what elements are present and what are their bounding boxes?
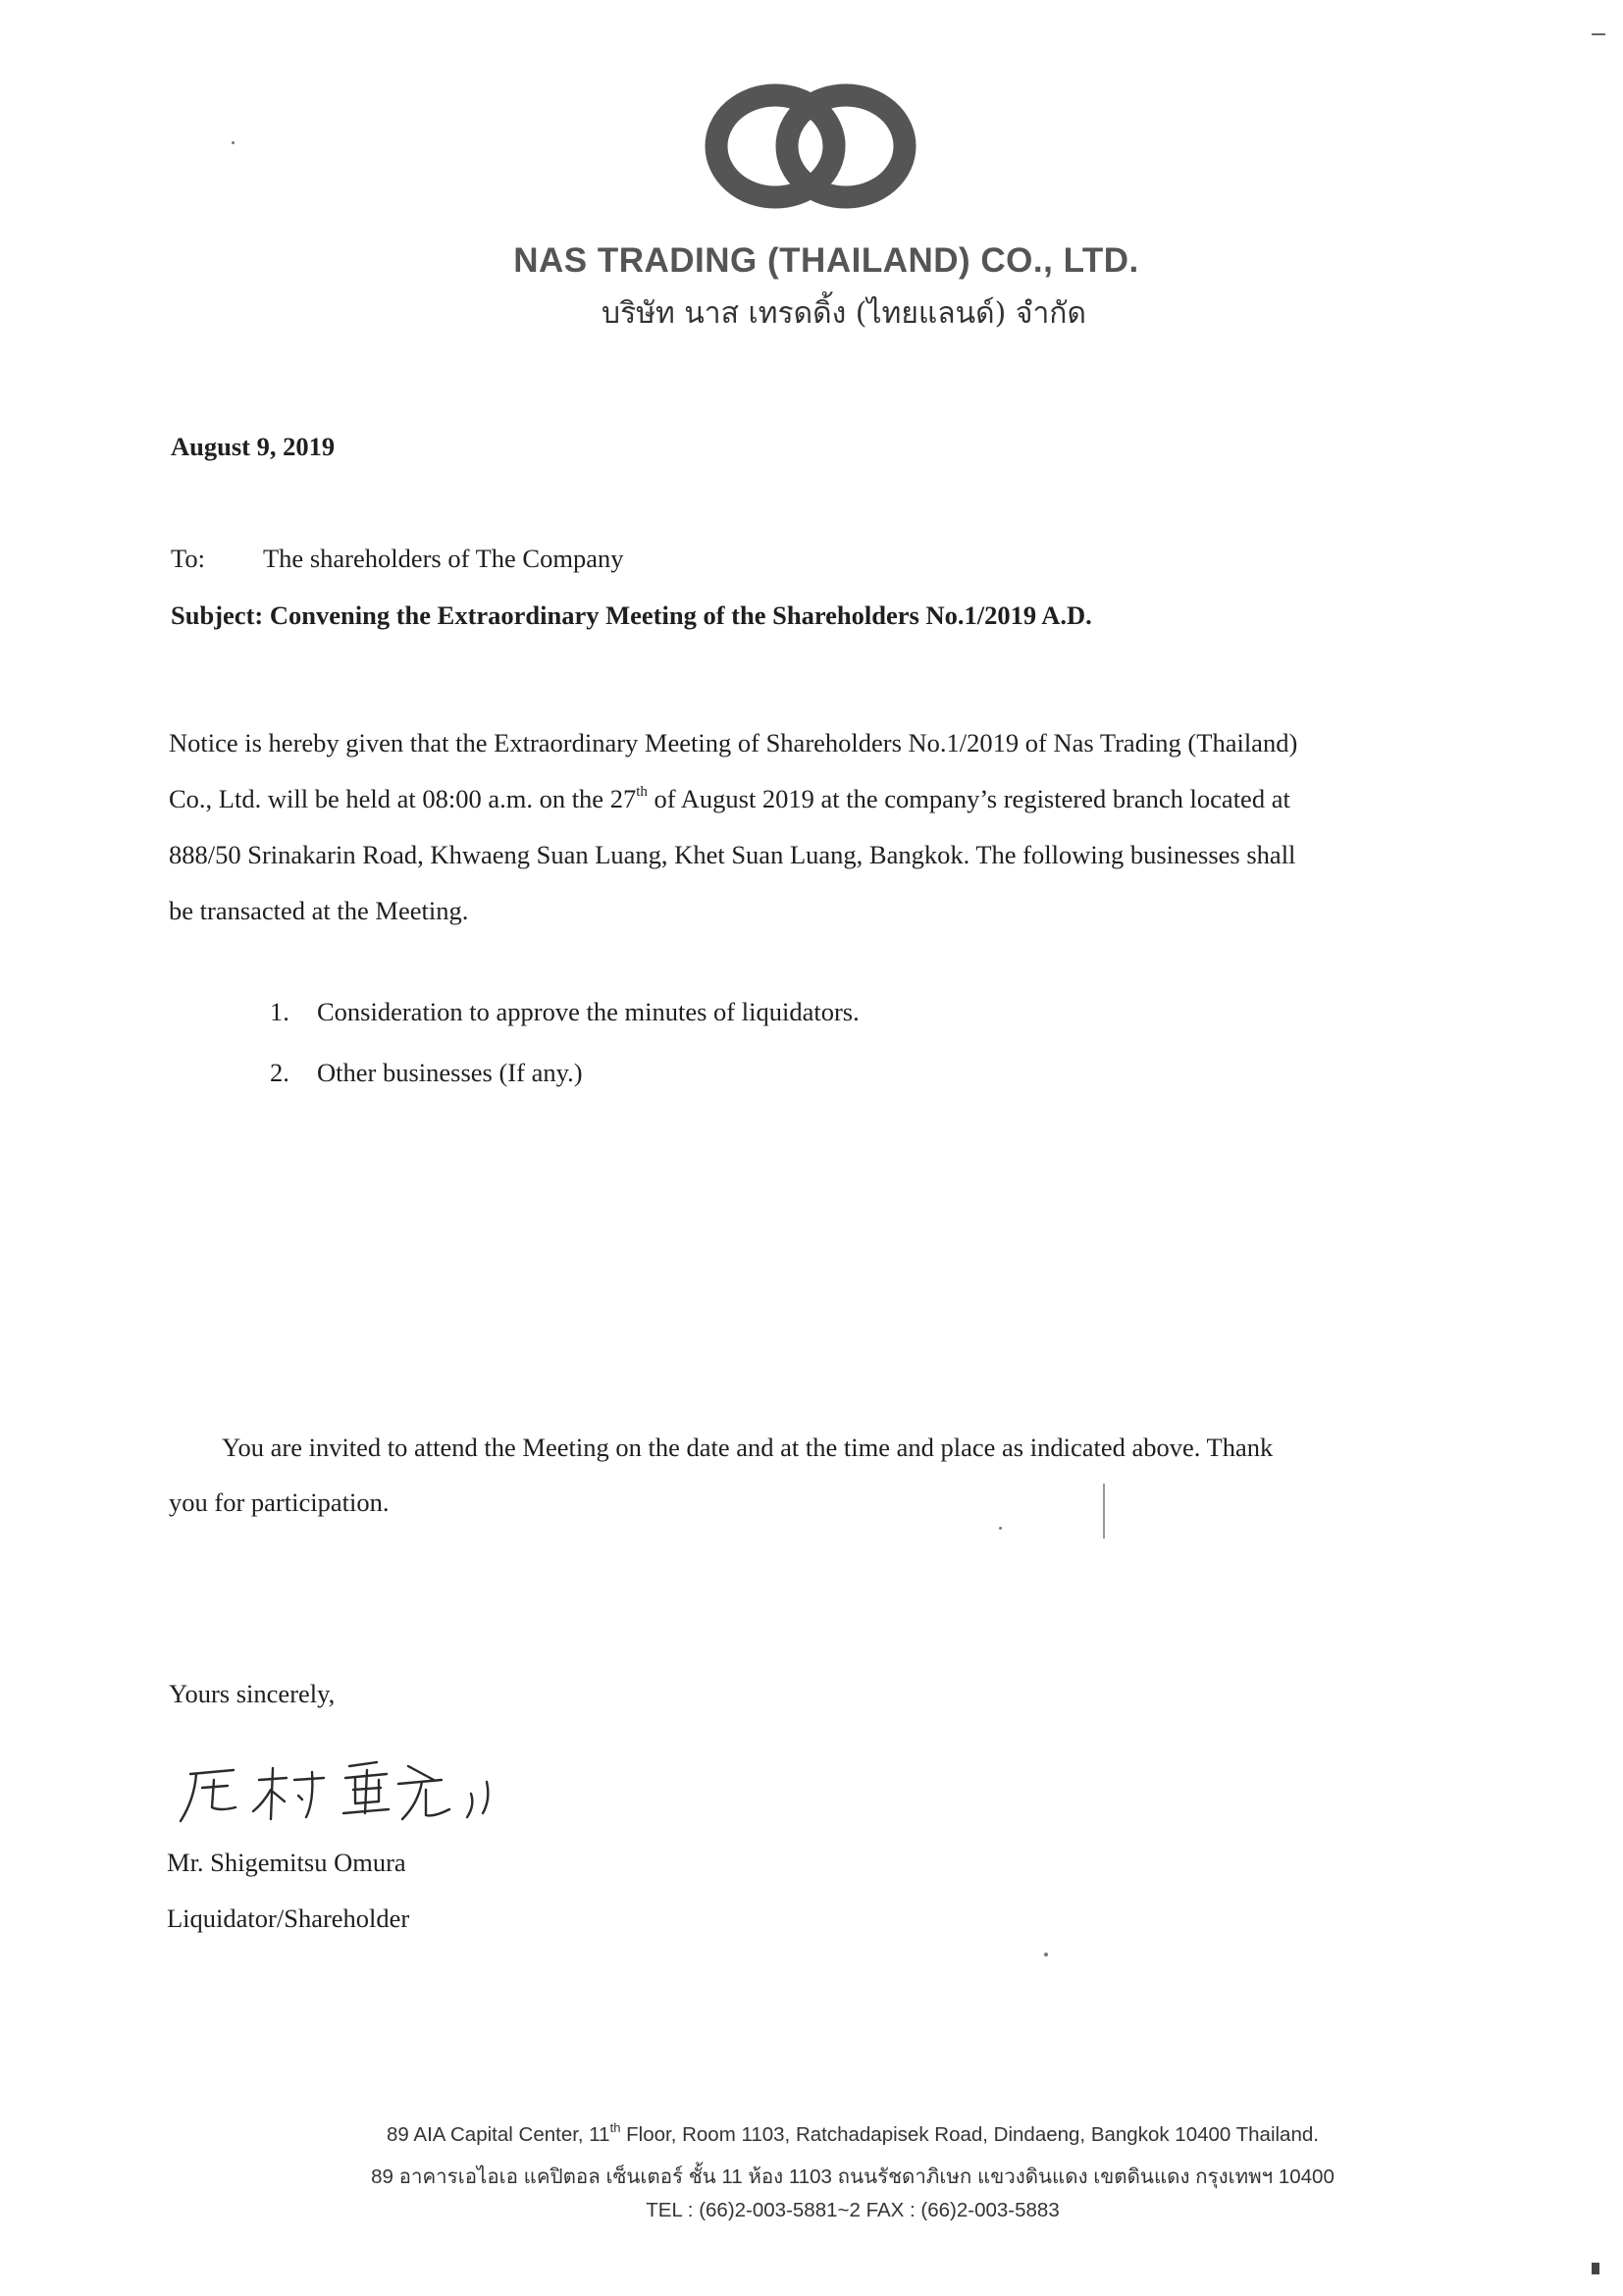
ordinal-suffix: th bbox=[609, 2120, 621, 2135]
notice-text: Co., Ltd. will be held at 08:00 a.m. on the 27 bbox=[169, 784, 637, 813]
closing-paragraph bbox=[169, 1420, 1273, 1530]
agenda-number: 2. bbox=[270, 1058, 289, 1087]
footer-address-text: Floor, Room 1103, Ratchadapisek Road, Dindaeng, Bangkok 10400 Thailand. bbox=[620, 2123, 1319, 2146]
agenda-text: Consideration to approve the minutes of liquidators. bbox=[317, 997, 860, 1026]
footer-contact: TEL : (66)2-003-5881~2 FAX : (66)2-003-5883 bbox=[646, 2199, 1060, 2221]
footer-address-text: 89 AIA Capital Center, 11 bbox=[387, 2123, 610, 2146]
closing-line: you for participation. bbox=[169, 1487, 390, 1517]
scan-mark bbox=[1103, 1484, 1105, 1539]
notice-line: 888/50 Srinakarin Road, Khwaeng Suan Luang, Khet Suan Luang, Bangkok. The following businesses shall bbox=[169, 840, 1296, 869]
agenda-text: Other businesses (If any.) bbox=[317, 1058, 583, 1087]
agenda-item bbox=[270, 997, 860, 1027]
scan-mark bbox=[1592, 33, 1605, 35]
signer-name: Mr. Shigemitsu Omura bbox=[167, 1848, 406, 1877]
footer-address-en bbox=[0, 2120, 1623, 2147]
letter-subject: Subject: Convening the Extraordinary Meeting of the Shareholders No.1/2019 A.D. bbox=[171, 600, 1092, 630]
interlocking-rings-logo-icon bbox=[701, 82, 920, 210]
company-name-en: NAS TRADING (THAILAND) CO., LTD. bbox=[513, 241, 1139, 280]
notice-line bbox=[169, 771, 1386, 827]
ordinal-suffix: th bbox=[636, 784, 648, 800]
sign-off: Yours sincerely, bbox=[169, 1679, 336, 1708]
scan-speck bbox=[999, 1527, 1002, 1530]
notice-text: of August 2019 at the company’s registered branch located at bbox=[647, 784, 1290, 813]
notice-paragraph bbox=[169, 715, 1386, 939]
agenda-number: 1. bbox=[270, 997, 289, 1026]
notice-line: be transacted at the Meeting. bbox=[169, 896, 469, 925]
scan-speck bbox=[232, 141, 235, 144]
company-name-th: บริษัท นาส เทรดดิ้ง (ไทยแลนด์) จำกัด bbox=[602, 296, 1086, 331]
signer-title: Liquidator/Shareholder bbox=[167, 1904, 410, 1933]
closing-line: You are invited to attend the Meeting on the date and at the time and place as indicated above. Thank bbox=[222, 1433, 1274, 1462]
handwritten-signature bbox=[177, 1750, 500, 1829]
recipient-label: To: bbox=[171, 544, 205, 573]
recipient-value: The shareholders of The Company bbox=[263, 544, 624, 573]
scan-mark bbox=[1592, 2263, 1599, 2274]
footer-address-th: 89 อาคารเอไอเอ แคปิตอล เซ็นเตอร์ ชั้น 11 ห้อง 1103 ถนนรัชดาภิเษก แขวงดินแดง เขตดินแดง กรุงเทพฯ 10400 bbox=[371, 2166, 1335, 2188]
agenda-item bbox=[270, 1058, 583, 1088]
notice-line: Notice is hereby given that the Extraordinary Meeting of Shareholders No.1/2019 of Nas Trading (Thailand) bbox=[169, 728, 1298, 757]
scan-speck bbox=[1044, 1953, 1048, 1957]
letter-date: August 9, 2019 bbox=[171, 432, 336, 461]
